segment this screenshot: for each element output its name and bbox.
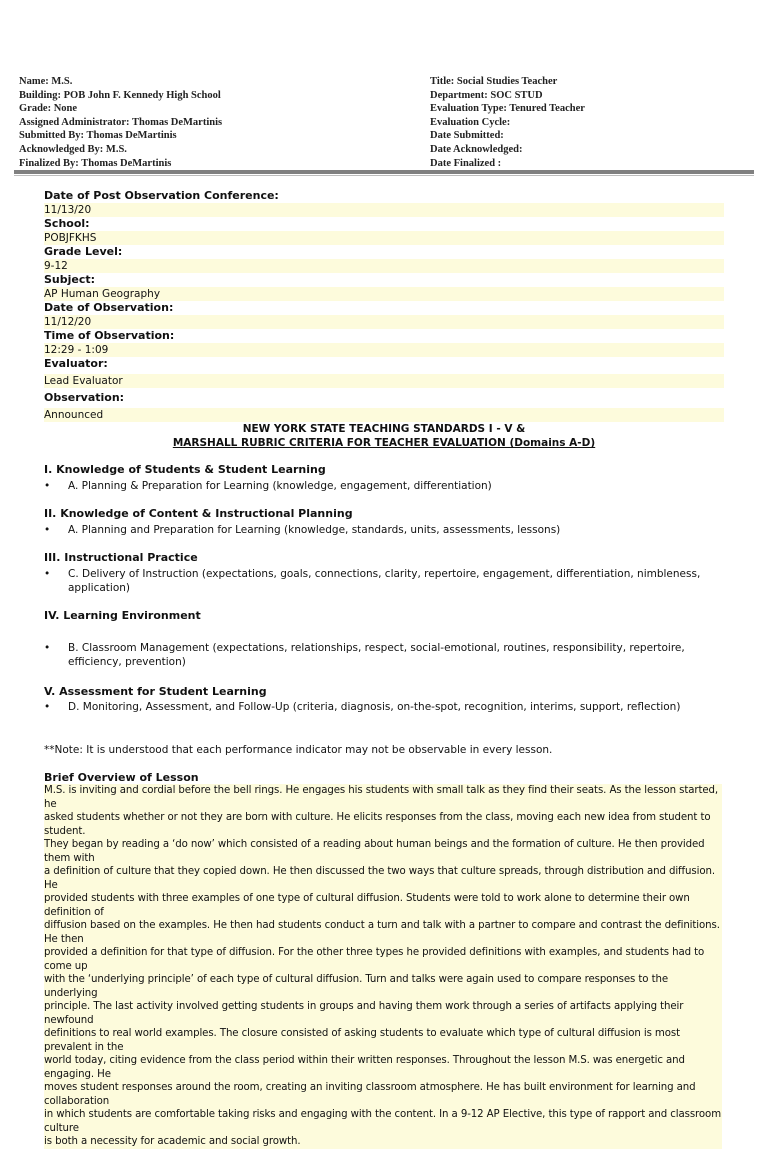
header-date-submitted: Date Submitted: <box>430 130 504 142</box>
section-heading: I. Knowledge of Students & Student Learning <box>44 463 326 476</box>
header-divider <box>14 170 754 174</box>
section-bullet <box>44 523 734 537</box>
field-value-observation-type: Announced <box>44 408 724 422</box>
section-heading: IV. Learning Environment <box>44 609 201 622</box>
bullet-dot: • <box>44 524 51 536</box>
bullet-text: D. Monitoring, Assessment, and Follow-Up (criteria, diagnosis, on-the-spot, recognition, interims, support, reflection) <box>68 701 681 713</box>
field-value-post-conference-date: 11/13/20 <box>44 203 724 217</box>
field-label-grade-level: Grade Level: <box>44 245 123 258</box>
bullet-text: B. Classroom Management (expectations, relationships, respect, social-emotional, routines, responsibility, repertoire, efficiency, prevention) <box>68 642 685 668</box>
bullet-text: A. Planning & Preparation for Learning (knowledge, engagement, differentiation) <box>68 480 492 492</box>
field-label-observation-type: Observation: <box>44 391 125 404</box>
section-bullet <box>44 567 734 595</box>
observation-fields <box>44 189 724 422</box>
section-bullet <box>44 641 734 669</box>
section-heading: III. Instructional Practice <box>44 551 198 564</box>
header-evaluation-cycle: Evaluation Cycle: <box>430 116 511 128</box>
overview-text <box>44 784 722 1149</box>
standards-title-line2: MARSHALL RUBRIC CRITERIA FOR TEACHER EVALUATION (Domains A-D) <box>172 437 596 449</box>
overview-line: moves student responses around the room, creating an inviting classroom atmosphere. He has built environment for learning and collaboration <box>44 1082 696 1107</box>
overview-line: a definition of culture that they copied down. He then discussed the two ways that culture spreads, through distribution and diffusion. He <box>44 866 715 891</box>
section-assessment <box>44 685 734 714</box>
bullet-dot: • <box>44 480 51 492</box>
overview-heading: Brief Overview of Lesson <box>44 771 199 784</box>
header-date-finalized: Date Finalized : <box>430 157 502 169</box>
overview-line: is both a necessity for academic and social growth. <box>44 1136 301 1147</box>
field-label-subject: Subject: <box>44 273 96 286</box>
standards-title-line1: NEW YORK STATE TEACHING STANDARDS I - V & <box>242 423 526 435</box>
section-content-planning <box>44 507 734 537</box>
header-name: Name: M.S. <box>19 76 73 87</box>
header-acknowledged-by: Acknowledged By: M.S. <box>19 143 127 155</box>
field-value-observation-date: 11/12/20 <box>44 315 724 329</box>
header-submitted-by: Submitted By: Thomas DeMartinis <box>19 130 177 142</box>
standards-title <box>44 422 724 450</box>
field-label-observation-date: Date of Observation: <box>44 301 174 314</box>
field-label-evaluator: Evaluator: <box>44 357 108 370</box>
overview-line: principle. The last activity involved getting students in groups and having them work through a series of artifacts applying their newfound <box>44 1001 684 1026</box>
section-learning-environment <box>44 609 734 669</box>
bullet-dot: • <box>44 568 51 580</box>
overview-line: provided students with three examples of one type of cultural diffusion. Students were told to work alone to determine their own definition of <box>44 893 690 918</box>
field-label-post-conference-date: Date of Post Observation Conference: <box>44 189 279 202</box>
overview-line: provided a definition for that type of diffusion. For the other three types he provided definitions with examples, and students had to come up <box>44 947 705 972</box>
section-heading: II. Knowledge of Content & Instructional Planning <box>44 507 353 520</box>
header-finalized-by: Finalized By: Thomas DeMartinis <box>19 157 172 169</box>
header-divider-shadow <box>14 175 754 176</box>
header-building: Building: POB John F. Kennedy High School <box>19 89 221 101</box>
field-label-observation-time: Time of Observation: <box>44 329 175 342</box>
field-value-observation-time: 12:29 - 1:09 <box>44 343 724 357</box>
header-assigned-administrator: Assigned Administrator: Thomas DeMartinis <box>19 116 223 128</box>
section-bullet <box>44 479 734 493</box>
header-date-acknowledged: Date Acknowledged: <box>430 143 523 155</box>
overview-line: M.S. is inviting and cordial before the bell rings. He engages his students with small talk as they find their seats. As the lesson started, he <box>44 785 719 810</box>
overview-line: definitions to real world examples. The closure consisted of asking students to evaluate which type of cultural diffusion is most prevalent in the <box>44 1028 680 1053</box>
section-heading: V. Assessment for Student Learning <box>44 685 267 698</box>
section-instructional-practice <box>44 551 734 595</box>
field-value-school: POBJFKHS <box>44 231 724 245</box>
header-title: Title: Social Studies Teacher <box>430 76 558 87</box>
header-evaluation-type: Evaluation Type: Tenured Teacher <box>430 103 585 115</box>
overview-line: in which students are comfortable taking risks and engaging with the content. In a 9-12 AP Elective, this type of rapport and classroom culture <box>44 1109 722 1134</box>
header-department: Department: SOC STUD <box>430 89 543 101</box>
section-students-learning <box>44 463 734 493</box>
bullet-dot: • <box>44 701 51 713</box>
overview-line: They began by reading a ‘do now’ which consisted of a reading about human beings and the formation of culture. He then provided them with <box>44 839 705 864</box>
header-right <box>430 75 585 170</box>
performance-note: **Note: It is understood that each performance indicator may not be observable in every lesson. <box>44 744 553 756</box>
field-label-school: School: <box>44 217 90 230</box>
overview-line: world today, citing evidence from the class period within their written responses. Throughout the lesson M.S. was energetic and engaging. He <box>44 1055 685 1080</box>
overview-line: diffusion based on the examples. He then had students conduct a turn and talk with a partner to compare and contrast the definitions. He then <box>44 920 720 945</box>
header-grade: Grade: None <box>19 103 78 115</box>
bullet-dot: • <box>44 642 51 654</box>
bullet-text: A. Planning and Preparation for Learning (knowledge, standards, units, assessments, lessons) <box>68 524 561 536</box>
overview-line: asked students whether or not they are born with culture. He elicits responses from the class, moving each new idea from student to student. <box>44 812 711 837</box>
field-value-subject: AP Human Geography <box>44 287 724 301</box>
bullet-text: C. Delivery of Instruction (expectations, goals, connections, clarity, repertoire, engagement, differentiation, nimbleness, application) <box>68 568 701 594</box>
field-value-evaluator: Lead Evaluator <box>44 374 724 388</box>
header-left <box>19 75 222 170</box>
field-value-grade-level: 9-12 <box>44 259 724 273</box>
section-bullet <box>44 700 734 714</box>
overview-line: with the ‘underlying principle’ of each type of cultural diffusion. Turn and talks were again used to compare responses to the underlying <box>44 974 668 999</box>
